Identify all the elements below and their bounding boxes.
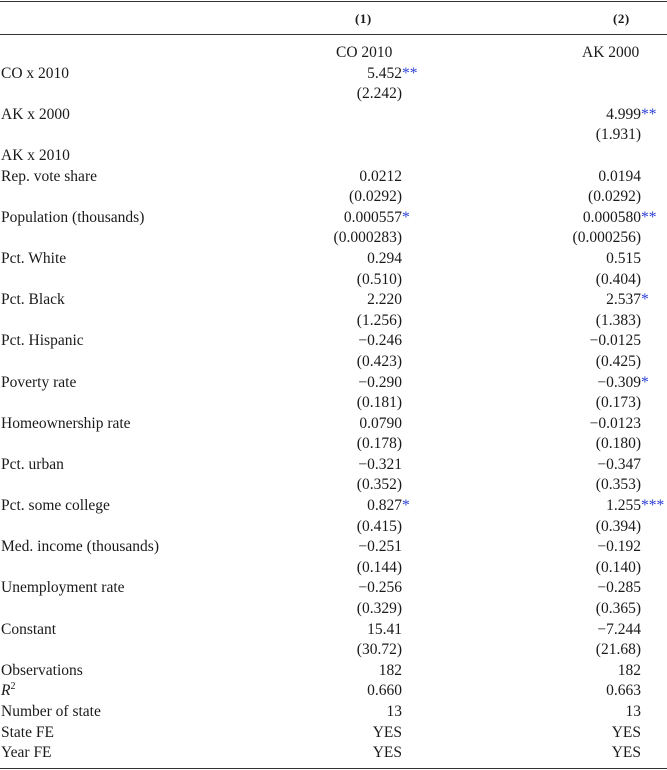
- significance-stars: **: [641, 105, 657, 123]
- row-label: Observations: [1, 661, 83, 679]
- significance-stars: *: [402, 497, 410, 515]
- coefficient-value: (2.242): [356, 85, 402, 103]
- coefficient-value: YES: [611, 723, 641, 741]
- row-label: Constant: [1, 620, 57, 638]
- value-col-1: [357, 84, 402, 105]
- table-row: [0, 208, 667, 229]
- value-col-2: [612, 743, 641, 764]
- coefficient-value: −0.192: [597, 538, 641, 556]
- column-name-1: CO 2010: [336, 44, 393, 61]
- row-label: Pct. Hispanic: [1, 332, 84, 350]
- coefficient-value: −0.251: [358, 538, 402, 556]
- value-col-2: [606, 496, 665, 517]
- value-col-1: [334, 228, 402, 249]
- column-header-2: (2): [613, 11, 630, 26]
- row-label: AK x 2000: [1, 105, 70, 123]
- table-row: [0, 743, 667, 764]
- value-col-2: [596, 270, 641, 291]
- row-label: Rep. vote share: [1, 167, 97, 185]
- row-label: Year FE: [1, 744, 52, 762]
- coefficient-value: (0.180): [595, 435, 641, 453]
- row-label: State FE: [1, 723, 54, 741]
- coefficient-value: YES: [372, 744, 402, 762]
- coefficient-value: (0.000283): [333, 229, 402, 247]
- coefficient-value: (1.931): [595, 126, 641, 144]
- coefficient-value: 13: [386, 703, 402, 720]
- value-col-1: [358, 537, 402, 558]
- coefficient-value: 0.294: [367, 249, 402, 267]
- value-col-1: [373, 743, 402, 764]
- coefficient-value: (30.72): [356, 641, 402, 659]
- table-row: [0, 105, 667, 126]
- coefficient-value: −0.347: [597, 455, 641, 473]
- coefficient-value: (0.0292): [349, 188, 402, 206]
- row-label: AK x 2010: [1, 146, 70, 164]
- table-row: [0, 661, 667, 682]
- value-col-1: [358, 331, 402, 352]
- row-label: Pct. some college: [1, 497, 110, 515]
- value-col-1: [387, 702, 403, 723]
- column-name-row: [0, 43, 667, 64]
- value-col-1: [357, 599, 402, 620]
- value-col-2: [596, 393, 641, 414]
- table-row: [0, 681, 667, 702]
- value-col-2: [573, 228, 641, 249]
- coefficient-value: (0.510): [356, 270, 402, 288]
- coefficient-value: (0.423): [356, 352, 402, 370]
- coefficient-value: 0.000557: [343, 208, 402, 226]
- coefficient-value: 0.0790: [359, 414, 402, 432]
- value-col-2: [606, 105, 657, 126]
- coefficient-value: (0.425): [595, 352, 641, 370]
- value-col-2: [597, 537, 641, 558]
- value-col-1: [357, 311, 402, 332]
- bottom-rule: [0, 768, 667, 769]
- coefficient-value: (1.256): [356, 311, 402, 329]
- coefficient-value: −0.285: [597, 579, 641, 597]
- significance-stars: *: [402, 208, 410, 226]
- column-name-2: AK 2000: [582, 44, 640, 61]
- table-row: [0, 537, 667, 558]
- table-row: [0, 558, 667, 579]
- value-col-2: [596, 434, 641, 455]
- coefficient-value: −0.321: [358, 455, 402, 473]
- value-col-1: [358, 578, 402, 599]
- value-col-1: [367, 64, 418, 85]
- value-col-2: [596, 475, 641, 496]
- value-col-2: [596, 352, 641, 373]
- coefficient-value: (0.415): [356, 517, 402, 535]
- value-col-2: [606, 290, 649, 311]
- table-row: [0, 373, 667, 394]
- table-row: [0, 352, 667, 373]
- coefficient-value: (0.178): [356, 435, 402, 453]
- top-rule: [0, 1, 667, 2]
- significance-stars: *: [641, 291, 649, 309]
- table-row: [0, 249, 667, 270]
- coefficient-value: −0.290: [358, 373, 402, 391]
- coefficient-value: (0.404): [595, 270, 641, 288]
- coefficient-value: YES: [372, 723, 402, 741]
- significance-stars: ***: [641, 497, 665, 515]
- coefficient-value: (0.329): [356, 600, 402, 618]
- row-label: Pct. White: [1, 249, 67, 267]
- value-col-1: [359, 414, 402, 435]
- coefficient-value: (0.352): [356, 476, 402, 494]
- significance-stars: **: [402, 64, 418, 82]
- row-label: Pct. urban: [1, 455, 64, 473]
- coefficient-value: −0.246: [358, 332, 402, 350]
- significance-stars: **: [641, 208, 657, 226]
- value-col-2: [590, 414, 641, 435]
- value-col-1: [349, 187, 402, 208]
- table-row: [0, 620, 667, 641]
- coefficient-value: 0.515: [606, 249, 641, 267]
- value-col-2: [596, 125, 641, 146]
- value-col-1: [357, 517, 402, 538]
- value-col-1: [357, 558, 402, 579]
- value-col-1: [357, 270, 402, 291]
- row-label: Number of state: [1, 703, 101, 720]
- table-row: [0, 723, 667, 744]
- table-body: [0, 43, 667, 764]
- value-col-2: [606, 249, 641, 270]
- coefficient-value: (0.000256): [572, 229, 641, 247]
- value-col-2: [596, 599, 641, 620]
- coefficient-value: 0.000580: [582, 208, 641, 226]
- coefficient-value: (0.365): [595, 600, 641, 618]
- coefficient-value: −0.0125: [589, 332, 641, 350]
- table-row: [0, 331, 667, 352]
- table-row: [0, 599, 667, 620]
- header-rule: [0, 34, 667, 35]
- table-row: [0, 517, 667, 538]
- coefficient-value: 4.999: [606, 105, 641, 123]
- value-col-2: [618, 661, 641, 682]
- coefficient-value: 182: [617, 661, 641, 679]
- coefficient-value: 0.0194: [598, 167, 641, 185]
- value-col-2: [597, 455, 641, 476]
- coefficient-value: −7.244: [597, 620, 641, 638]
- coefficient-value: −0.309: [597, 373, 641, 391]
- value-col-1: [367, 496, 410, 517]
- coefficient-value: 2.537: [606, 291, 641, 309]
- table-row: [0, 146, 667, 167]
- row-label: $R^2$: [1, 681, 16, 700]
- table-row: [0, 578, 667, 599]
- value-col-2: [597, 578, 641, 599]
- value-col-1: [358, 455, 402, 476]
- value-col-2: [626, 702, 642, 723]
- column-header-1: (1): [355, 11, 372, 26]
- value-col-1: [358, 373, 402, 394]
- row-label: Population (thousands): [1, 208, 145, 226]
- value-col-2: [596, 311, 641, 332]
- coefficient-value: 5.452: [367, 64, 402, 82]
- value-col-2: [588, 187, 641, 208]
- coefficient-value: 0.663: [606, 682, 641, 700]
- significance-stars: *: [641, 373, 649, 391]
- value-col-1: [357, 475, 402, 496]
- table-row: [0, 84, 667, 105]
- coefficient-value: 0.660: [367, 682, 402, 700]
- coefficient-value: (21.68): [595, 641, 641, 659]
- coefficient-value: 13: [625, 703, 641, 720]
- table-row: [0, 125, 667, 146]
- table-row: [0, 496, 667, 517]
- coefficient-value: −0.256: [358, 579, 402, 597]
- coefficient-value: (0.0292): [588, 188, 641, 206]
- table-row: [0, 475, 667, 496]
- table-row: [0, 187, 667, 208]
- coefficient-value: 0.0212: [359, 167, 402, 185]
- value-col-1: [379, 661, 402, 682]
- coefficient-value: (1.383): [595, 311, 641, 329]
- table-row: [0, 167, 667, 188]
- row-label: CO x 2010: [1, 64, 70, 82]
- value-col-1: [343, 208, 410, 229]
- table-row: [0, 455, 667, 476]
- coefficient-value: 2.220: [367, 291, 402, 309]
- coefficient-value: (0.394): [595, 517, 641, 535]
- coefficient-value: 1.255: [606, 497, 641, 515]
- coefficient-value: (0.181): [356, 394, 402, 412]
- value-col-1: [367, 681, 402, 702]
- value-col-1: [373, 723, 402, 744]
- value-col-2: [590, 331, 641, 352]
- coefficient-value: (0.140): [595, 558, 641, 576]
- table-row: [0, 228, 667, 249]
- table-row: [0, 290, 667, 311]
- coefficient-value: YES: [611, 744, 641, 762]
- coefficient-value: 182: [378, 661, 402, 679]
- value-col-2: [582, 208, 657, 229]
- row-label: Med. income (thousands): [1, 538, 159, 556]
- value-col-1: [367, 620, 402, 641]
- table-row: [0, 311, 667, 332]
- table-row: [0, 414, 667, 435]
- table-row: [0, 64, 667, 85]
- row-label: Pct. Black: [1, 291, 65, 309]
- value-col-2: [596, 558, 641, 579]
- value-col-2: [596, 517, 641, 538]
- row-label: Poverty rate: [1, 373, 77, 391]
- value-col-1: [357, 434, 402, 455]
- table-row: [0, 270, 667, 291]
- value-col-1: [367, 290, 402, 311]
- coefficient-value: 15.41: [367, 620, 402, 638]
- value-col-2: [597, 620, 641, 641]
- table-row: [0, 434, 667, 455]
- coefficient-value: 0.827: [367, 497, 402, 515]
- value-col-1: [357, 640, 402, 661]
- table-row: [0, 393, 667, 414]
- value-col-1: [357, 352, 402, 373]
- table-row: [0, 702, 667, 723]
- coefficient-value: (0.353): [595, 476, 641, 494]
- coefficient-value: (0.173): [595, 394, 641, 412]
- table-row: [0, 640, 667, 661]
- value-col-1: [367, 249, 402, 270]
- value-col-2: [596, 640, 641, 661]
- row-label: Homeownership rate: [1, 414, 131, 432]
- value-col-2: [597, 373, 649, 394]
- value-col-2: [612, 723, 641, 744]
- value-col-2: [606, 681, 641, 702]
- row-label: Unemployment rate: [1, 579, 125, 597]
- value-col-1: [357, 393, 402, 414]
- coefficient-value: (0.144): [356, 558, 402, 576]
- coefficient-value: −0.0123: [589, 414, 641, 432]
- value-col-2: [598, 167, 641, 188]
- value-col-1: [359, 167, 402, 188]
